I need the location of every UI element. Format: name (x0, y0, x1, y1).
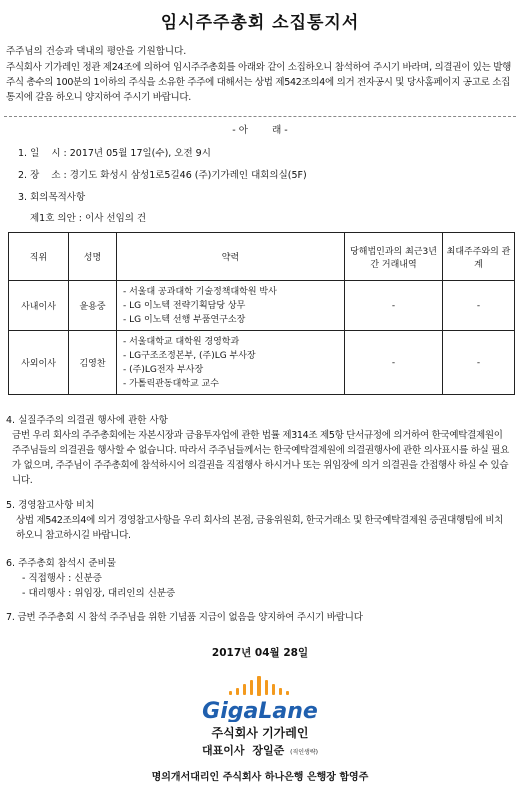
cell-position: 사내이사 (9, 281, 69, 331)
cell-career (117, 331, 345, 395)
logo-signal-icon (170, 674, 350, 722)
item5-title: 5. 경영참고사항 비치 (6, 500, 95, 511)
career-line: - LG구조조정본부, (주)LG 부사장 (123, 350, 256, 361)
seal-omitted: (직인생략) (290, 748, 318, 756)
notice-date: 2017년 04월 28일 (211, 647, 309, 659)
career-line: - 가톨릭관동대학교 교수 (123, 378, 219, 389)
career-line: - 서울대 공과대학 기술정책대학원 박사 (123, 286, 277, 297)
meeting-place: 2. 장 소 : 경기도 화성시 삼성1로5길46 (주)기가레인 대회의실(5F) (18, 170, 307, 181)
greeting: 주주님의 건승과 댁내의 평안을 기원합니다. (6, 46, 187, 57)
agenda-item-1: 제1호 의안 : 이사 선임의 건 (30, 213, 147, 224)
item6-title: 6. 주주총회 참석시 준비물 (6, 558, 116, 569)
cell-transactions: - (345, 281, 443, 331)
transfer-agent: 명의개서대리인 주식회사 하나은행 은행장 함영주 (151, 772, 369, 783)
ceo-title: 대표이사 (202, 744, 245, 757)
cell-name: 김영찬 (69, 331, 117, 395)
ceo-name: 장일준 (252, 744, 285, 757)
cell-name: 윤용중 (69, 281, 117, 331)
cell-transactions: - (345, 331, 443, 395)
item6-proxy: - 대리행사 : 위임장, 대리인의 신분증 (22, 588, 176, 599)
item4-body: 금번 우리 회사의 주주총회에는 자본시장과 금융투자업에 관한 법률 제314조 제5항 단서규정에 의거하여 한국예탁결제원이 주주님들의 의결권을 행사할 수 없습니다. 따라서 주주님들께서는 한국예탁결제원에 의결권행사에 관한 의사표시를 하실 필요가 없으며, 주주님이 주주총회에 참석하시어 의결권을 직접행사 하시거나 또는 위임장에 의거 의결권을 간접행사 하실 수 있습니다. (12, 430, 509, 486)
career-line: - LG 이노텍 선행 부품연구소장 (123, 314, 246, 325)
table-row (9, 331, 515, 395)
table-row (9, 281, 515, 331)
ceo-line (0, 742, 520, 758)
header-relation: 최대주주와의 관계 (443, 233, 515, 281)
header-transactions: 당해법인과의 최근3년간 거래내역 (345, 233, 443, 281)
document-title: 임시주주총회 소집통지서 (160, 13, 360, 33)
company-name: 주식회사 기가레인 (211, 726, 309, 740)
item6-direct: - 직접행사 : 신분증 (22, 573, 102, 584)
career-line: - LG 이노텍 전략기획담당 상무 (123, 300, 246, 311)
divider (4, 116, 516, 117)
career-line: - 서울대학교 대학원 경영학과 (123, 336, 240, 347)
meeting-datetime: 1. 일 시 : 2017년 05월 17일(수), 오전 9시 (18, 148, 211, 159)
logo-wordmark: GigaLane (202, 699, 318, 722)
director-candidates-table (8, 232, 515, 395)
intro-paragraph: 주식회사 기가레인 정관 제24조에 의하여 임시주주총회를 아래와 같이 소집하오니 참석하여 주시기 바라며, 의결권이 있는 발행주식 총수의 100분의 1이하의 주식을 소유한 주주에 대해서는 상법 제542조의4에 의거 전자공시 및 당사홈페이지 공고로 소집통지에 갈음 하오니 양지하여 주시기 바랍니다. (6, 62, 512, 103)
cell-relation: - (443, 331, 515, 395)
career-line: - (주)LG전자 부사장 (123, 364, 204, 375)
item7: 7. 금번 주주총회 시 참석 주주님을 위한 기념품 지급이 없음을 양지하여 주시기 바랍니다 (6, 612, 363, 623)
agenda-heading: 3. 회의목적사항 (18, 192, 86, 203)
header-name: 성명 (69, 233, 117, 281)
gigalane-logo (170, 674, 350, 722)
header-career: 약력 (117, 233, 345, 281)
cell-relation: - (443, 281, 515, 331)
cell-career (117, 281, 345, 331)
item4-title: 4. 실질주주의 의결권 행사에 관한 사항 (6, 415, 168, 426)
item5-body: 상법 제542조의4에 의거 경영참고사항을 우리 회사의 본점, 금융위원회, 한국거래소 및 한국예탁결제원 증권대행팀에 비치하오니 참고하시길 바랍니다. (16, 515, 504, 541)
header-position: 직위 (9, 233, 69, 281)
cell-position: 사외이사 (9, 331, 69, 395)
table-header-row (9, 233, 515, 281)
below-heading: - 아 래 - (232, 125, 288, 136)
